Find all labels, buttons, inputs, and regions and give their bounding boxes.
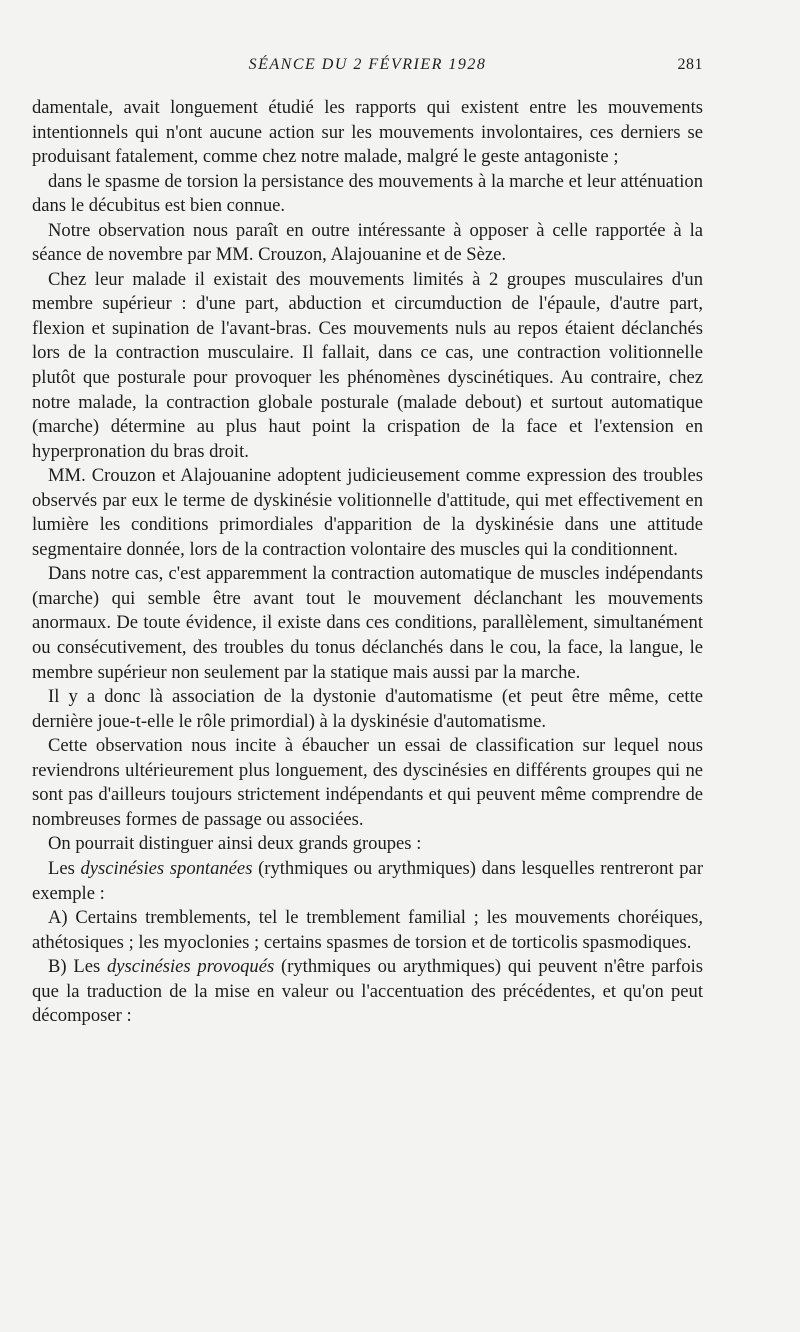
paragraph-text: (rythmiques ou arythmiques) qui peuvent n'être parfois que la traduction de la mise en valeur ou l'accentuation des précédentes, et qu'on peut décomposer :	[32, 956, 703, 1027]
paragraph: Chez leur malade il existait des mouvements limités à 2 groupes musculaires d'un membre supérieur : d'une part, abduction et circumduction de l'épaule, d'autre part, flexion et supination de l'avant-bras. Ces mouvements nuls au repos étaient déclanchés lors de la contraction musculaire. Il fallait, dans ce cas, une contraction volitionnelle plutôt que posturale pour provoquer les phénomènes dyscinétiques. Au contraire, chez notre malade, la contraction globale posturale (malade debout) et surtout automatique (marche) détermine au plus haut point la crispation de la face et l'extension en hyperpronation du bras droit.	[32, 268, 703, 462]
paragraph-text: B) Les	[48, 956, 107, 978]
running-head	[32, 56, 703, 86]
emphasized-term: dyscinésies spontanées	[80, 857, 253, 879]
paragraph: dans le spasme de torsion la persistance des mouvements à la marche et leur atténuation dans le décubitus est bien connue.	[32, 170, 703, 217]
paragraph: Notre observation nous paraît en outre intéressante à opposer à celle rapportée à la séance de novembre par MM. Crouzon, Alajouanine et de Sèze.	[32, 219, 703, 266]
paragraph	[32, 955, 703, 1029]
paragraph-text: (rythmiques ou arythmiques) dans lesquelles rentreront par exemple :	[32, 857, 704, 904]
paragraph: On pourrait distinguer ainsi deux grands groupes :	[48, 833, 422, 855]
paragraph: Cette observation nous incite à ébaucher un essai de classification sur lequel nous reviendrons ultérieurement plus longuement, des dyscinésies en différents groupes qui ne sont pas d'ailleurs toujours strictement indépendants et qui peuvent même comprendre de nombreuses formes de passage ou associées.	[32, 735, 703, 830]
emphasized-term: dyscinésies provoqués	[107, 956, 275, 978]
page-number: 281	[677, 56, 703, 73]
paragraph: damentale, avait longuement étudié les rapports qui existent entre les mouvements intentionnels qui n'ont aucune action sur les mouvements involontaires, ces derniers se produisant fatalement, comme chez notre malade, malgré le geste antagoniste ;	[32, 97, 703, 168]
paragraph: A) Certains tremblements, tel le tremblement familial ; les mouvements choréiques, athétosiques ; les myoclonies ; certains spasmes de torsion et de torticolis spasmodiques.	[32, 907, 703, 953]
paragraph: Il y a donc là association de la dystonie d'automatisme (et peut être même, cette dernière joue-t-elle le rôle primordial) à la dyskinésie d'automatisme.	[32, 686, 703, 732]
paragraph-text: Les	[48, 857, 81, 879]
paragraph: MM. Crouzon et Alajouanine adoptent judicieusement comme expression des troubles observés par eux le terme de dyskinésie volitionnelle d'attitude, qui met effectivement en lumière les conditions primordiales d'apparition de la dyskinésie dans une attitude segmentaire donnée, lors de la contraction volontaire des muscles qui la conditionnent.	[32, 465, 703, 560]
paragraph	[32, 857, 703, 906]
page	[32, 56, 703, 1029]
running-title: SÉANCE DU 2 FÉVRIER 1928	[248, 56, 487, 73]
body-text	[32, 96, 703, 1029]
paragraph: Dans notre cas, c'est apparemment la contraction automatique de muscles indépendants (marche) qui semble être avant tout le mouvement déclanchant les mouvements anormaux. De toute évidence, il existe dans ces conditions, parallèlement, simultanément ou consécutivement, des troubles du tonus déclanchés dans le cou, la face, la langue, le membre supérieur non seulement par la statique mais aussi par la marche.	[32, 563, 703, 683]
